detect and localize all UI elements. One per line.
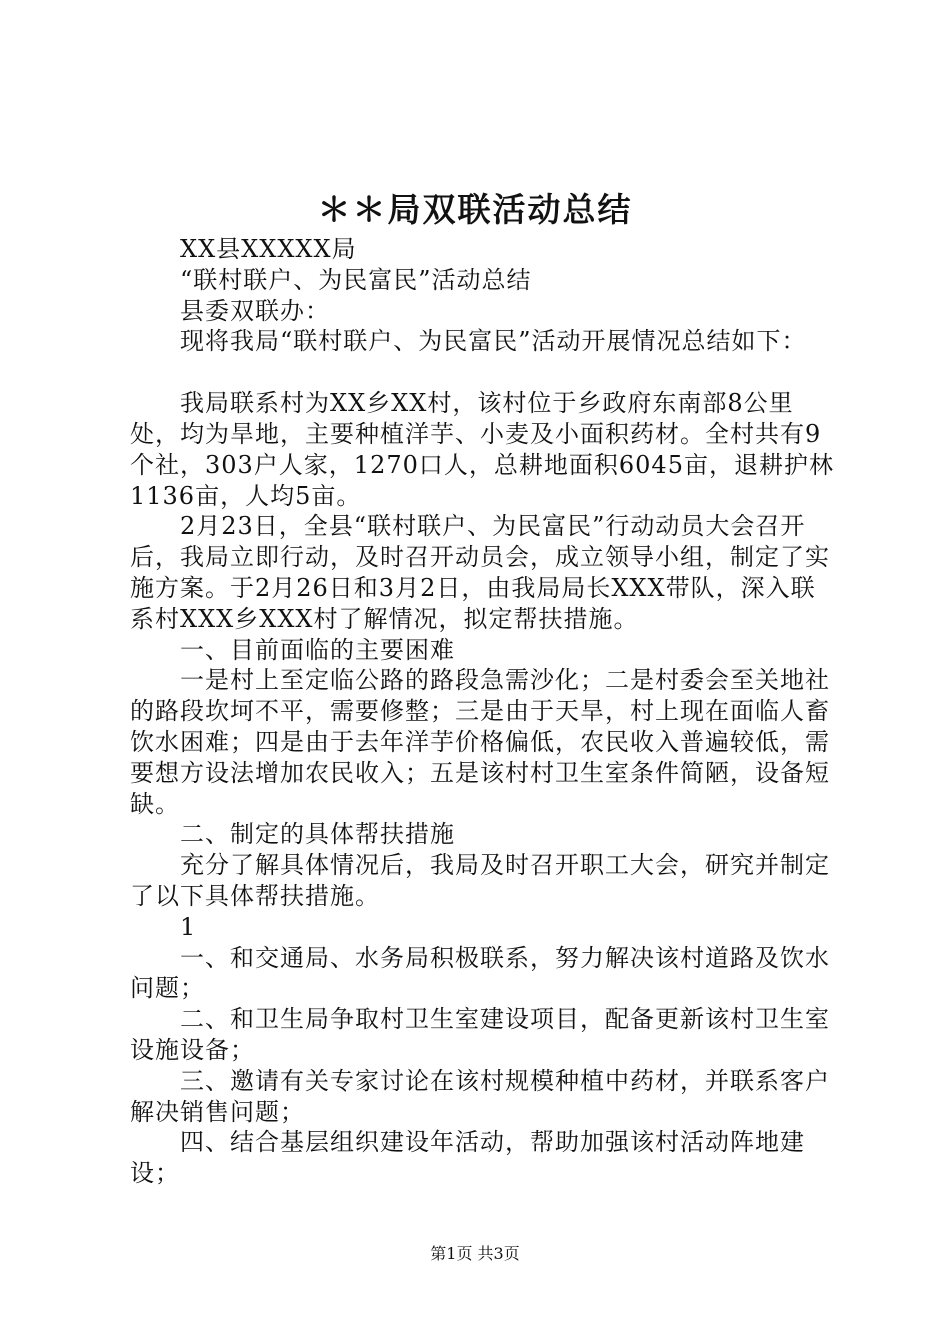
paragraph-gap (130, 357, 840, 388)
document-body (130, 234, 840, 1189)
page-number-inline: 1 (180, 912, 197, 941)
section-heading-measures: 二、制定的具体帮扶措施 (180, 820, 455, 849)
paragraph-village-overview: 我局联系村为XX乡XX村，该村位于乡政府东南部8公里处，均为旱地，主要种植洋芋、小麦及小面积药材。全村共有9个社，303户人家，1270口人，总耕地面积6045亩，退耕护林1136亩，人均5亩。 (130, 389, 834, 510)
document-title: ＊＊局双联活动总结 (317, 190, 633, 229)
paragraph-mobilization: 2月23日，全县“联村联户、为民富民”行动动员大会召开后，我局立即行动，及时召开动员会，成立领导小组，制定了实施方案。于2月26日和3月2日，由我局局长XXX带队，深入联系村XXX乡XXX村了解情况，拟定帮扶措施。 (130, 512, 830, 633)
section-heading-difficulties: 一、目前面临的主要困难 (180, 635, 455, 664)
header-line-unit: XX县XXXXX局 (180, 235, 357, 263)
measure-item-1: 一、和交通局、水务局积极联系，努力解决该村道路及饮水问题； (130, 943, 830, 1003)
header-line-subject: “联村联户、为民富民”活动总结 (180, 265, 532, 294)
header-line-recipient: 县委双联办： (180, 296, 330, 325)
header-line-intro: 现将我局“联村联户、为民富民”活动开展情况总结如下： (180, 327, 807, 356)
measure-item-2: 二、和卫生局争取村卫生室建设项目，配备更新该村卫生室设施设备； (130, 1005, 830, 1064)
measure-item-3: 三、邀请有关专家讨论在该村规模种植中药材，并联系客户解决销售问题； (130, 1066, 830, 1126)
paragraph-difficulties: 一是村上至定临公路的路段急需沙化；二是村委会至关地社的路段坎坷不平，需要修整；三是由于天旱，村上现在面临人畜饮水困难；四是由于去年洋芋价格偏低，农民收入普遍较低，需要想方设法增加农民收入；五是该村村卫生室条件简陋，设备短缺。 (130, 666, 830, 818)
measure-item-4: 四、结合基层组织建设年活动，帮助加强该村活动阵地建设； (130, 1128, 805, 1188)
paragraph-measures-intro: 充分了解具体情况后，我局及时召开职工大会，研究并制定了以下具体帮扶措施。 (130, 851, 830, 910)
page-footer: 第1页 共3页 (430, 1244, 520, 1263)
